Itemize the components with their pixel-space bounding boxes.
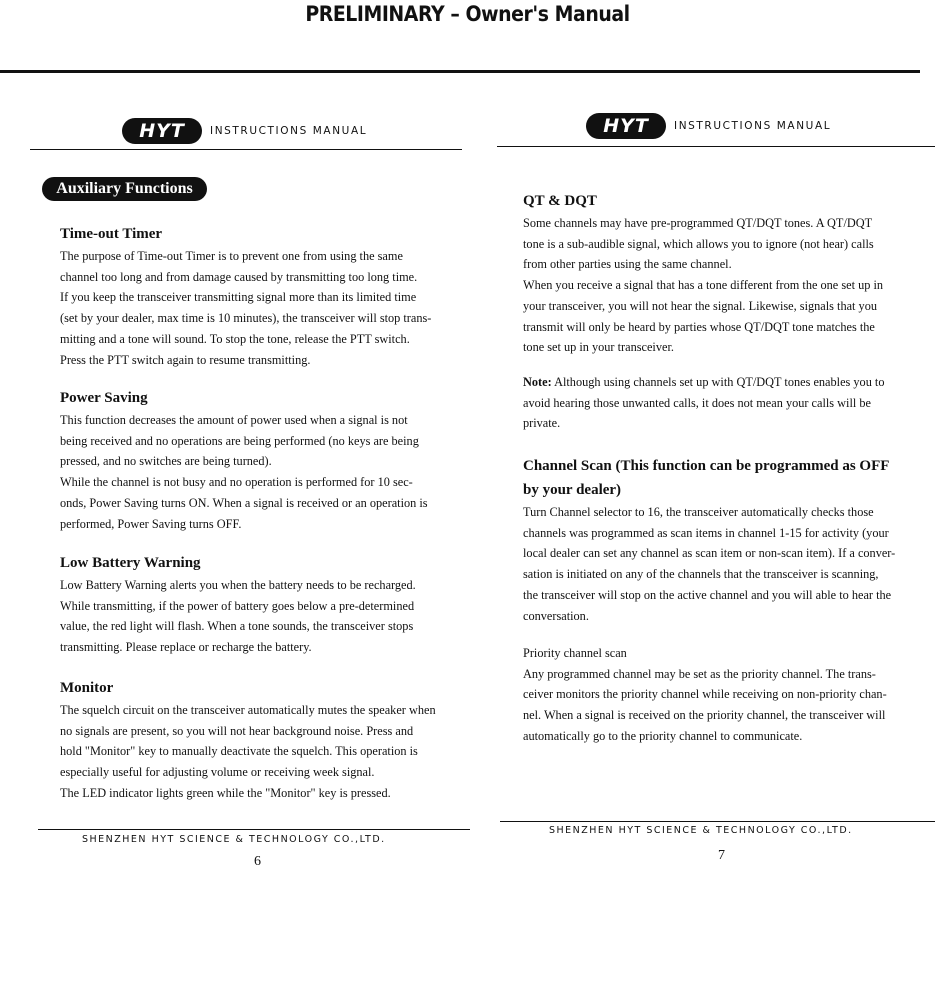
footer-rule [500, 821, 935, 822]
line-text: value, the red light will flash. When a tone sounds, the transceiver stops [60, 619, 414, 634]
body-line [523, 275, 918, 296]
footer-company: SHENZHEN HYT SCIENCE & TECHNOLOGY CO.,LTD. [82, 834, 386, 845]
body-line [523, 372, 918, 393]
section-heading: QT & DQT [523, 193, 597, 209]
body-line [60, 637, 455, 658]
section [60, 551, 455, 658]
line-text: (set by your dealer, max time is 10 minutes), the transceiver will stop trans- [60, 311, 432, 326]
line-text: onds, Power Saving turns ON. When a signal is received or an operation is [60, 495, 428, 510]
section [523, 372, 918, 434]
line-text: mitting and a tone will sound. To stop the tone, release the PTT switch. [60, 331, 410, 346]
line-text: transmit will only be heard by parties whose QT/DQT tone matches the [523, 319, 875, 334]
line-text: While transmitting, if the power of battery goes below a pre-determined [60, 598, 415, 613]
line-text: The purpose of Time-out Timer is to prevent one from using the same [60, 249, 403, 263]
line-text: local dealer can set any channel as scan item or non-scan item). If a conver- [523, 546, 896, 561]
line-text: When you receive a signal that has a tone different from the one set up in [523, 278, 884, 293]
line-text: the transceiver will stop on the active channel and you will able to hear the [523, 587, 892, 602]
hyt-logo: HYT [586, 113, 666, 139]
section [523, 643, 918, 747]
body-line [523, 296, 918, 317]
body-line [60, 287, 455, 308]
line-text: avoid hearing those unwanted calls, it does not mean your calls will be [523, 395, 871, 410]
line-text: from other parties using the same channel. [523, 257, 732, 272]
body-line [523, 234, 918, 255]
header-rule [30, 149, 462, 150]
line-text: your transceiver, you will not hear the signal. Likewise, signals that you [523, 298, 877, 313]
section [60, 676, 455, 804]
body-line [523, 643, 918, 664]
line-text: especially useful for adjusting volume or receiving week signal. [60, 765, 375, 780]
body-line [60, 741, 455, 762]
line-text: automatically go to the priority channel to communicate. [523, 728, 803, 743]
header-text: INSTRUCTIONS MANUAL [674, 120, 832, 132]
line-text: This function decreases the amount of power used when a signal is not [60, 413, 408, 427]
section-badge: Auxiliary Functions [42, 177, 207, 201]
body-line [523, 606, 918, 627]
line-text: tone is a sub-audible signal, which allows you to ignore (not hear) calls [523, 236, 874, 251]
body-line [60, 783, 455, 804]
line-text: pressed, and no switches are being turned). [60, 454, 272, 469]
note-label: Note: [523, 375, 552, 389]
footer-company: SHENZHEN HYT SCIENCE & TECHNOLOGY CO.,LTD. [549, 825, 853, 836]
body-line [60, 596, 455, 617]
body-line [523, 393, 918, 414]
body-line [60, 493, 455, 514]
section-heading: Low Battery Warning [60, 555, 201, 571]
body-line [60, 616, 455, 637]
section-heading: Time-out Timer [60, 226, 163, 242]
line-text: Priority channel scan [523, 646, 627, 660]
body-line [523, 543, 918, 564]
body-line [60, 329, 455, 350]
body-line [523, 213, 918, 234]
body-line [523, 585, 918, 606]
line-text: Turn Channel selector to 16, the transceiver automatically checks those [523, 505, 874, 519]
page-number: 7 [718, 848, 725, 863]
section [523, 454, 918, 626]
body-line [60, 575, 455, 596]
header-text: INSTRUCTIONS MANUAL [210, 125, 368, 137]
body-line [60, 410, 455, 431]
line-text: While the channel is not busy and no operation is performed for 10 sec- [60, 475, 413, 490]
section-heading: by your dealer) [523, 482, 622, 498]
right-header [586, 113, 831, 139]
section [523, 189, 918, 358]
line-text: nel. When a signal is received on the priority channel, the transceiver will [523, 708, 886, 723]
line-text: tone set up in your transceiver. [523, 340, 674, 355]
body-line [60, 308, 455, 329]
line-text: sation is initiated on any of the channels that the transceiver is scanning, [523, 567, 879, 582]
line-text: transmitting. Please replace or recharge the battery. [60, 640, 312, 655]
body-line [523, 317, 918, 338]
body-line [60, 451, 455, 472]
line-text: Some channels may have pre-programmed QT/DQT tones. A QT/DQT [523, 216, 873, 230]
line-text: hold "Monitor" key to manually deactivate the squelch. This operation is [60, 744, 418, 759]
line-text: being received and no operations are being performed (no keys are being [60, 433, 419, 448]
document-title: PRELIMINARY – Owner's Manual [305, 2, 630, 26]
section-heading: Channel Scan (This function can be programmed as OFF [523, 458, 890, 474]
line-text: The LED indicator lights green while the "Monitor" key is pressed. [60, 785, 391, 800]
body-line [523, 684, 918, 705]
section-heading: Power Saving [60, 390, 148, 406]
line-text: If you keep the transceiver transmitting signal more than its limited time [60, 290, 417, 305]
body-line [60, 350, 455, 371]
body-line [60, 721, 455, 742]
line-text: private. [523, 416, 561, 431]
left-header [122, 118, 367, 144]
body-line [523, 413, 918, 434]
line-text: performed, Power Saving turns OFF. [60, 516, 242, 531]
section [60, 222, 455, 370]
body-line [60, 762, 455, 783]
line-text: channels was programmed as scan items in channel 1-15 for activity (your [523, 525, 889, 540]
body-line [60, 267, 455, 288]
body-line [523, 705, 918, 726]
body-line [523, 254, 918, 275]
header-rule [497, 146, 935, 147]
body-line [523, 726, 918, 747]
footer-rule [38, 829, 470, 830]
hyt-logo: HYT [122, 118, 202, 144]
section-heading: Monitor [60, 680, 114, 696]
line-text: Press the PTT switch again to resume transmitting. [60, 352, 311, 367]
line-text: no signals are present, so you will not hear background noise. Press and [60, 723, 414, 738]
body-line [523, 337, 918, 358]
page-number: 6 [254, 854, 261, 869]
body-line [523, 664, 918, 685]
body-line [60, 700, 455, 721]
body-line [523, 523, 918, 544]
line-text: The squelch circuit on the transceiver automatically mutes the speaker when [60, 703, 436, 717]
line-text: Low Battery Warning alerts you when the battery needs to be recharged. [60, 578, 416, 592]
body-line [523, 502, 918, 523]
line-text: Any programmed channel may be set as the priority channel. The trans- [523, 666, 876, 681]
body-line [523, 564, 918, 585]
body-line [60, 246, 455, 267]
section [60, 386, 455, 534]
body-line [60, 431, 455, 452]
line-text: conversation. [523, 608, 589, 623]
line-text: ceiver monitors the priority channel while receiving on non-priority chan- [523, 687, 887, 702]
top-rule [0, 70, 920, 73]
line-text: channel too long and from damage caused by transmitting too long time. [60, 269, 418, 284]
line-text: Although using channels set up with QT/DQT tones enables you to [554, 375, 885, 389]
body-line [60, 514, 455, 535]
body-line [60, 472, 455, 493]
